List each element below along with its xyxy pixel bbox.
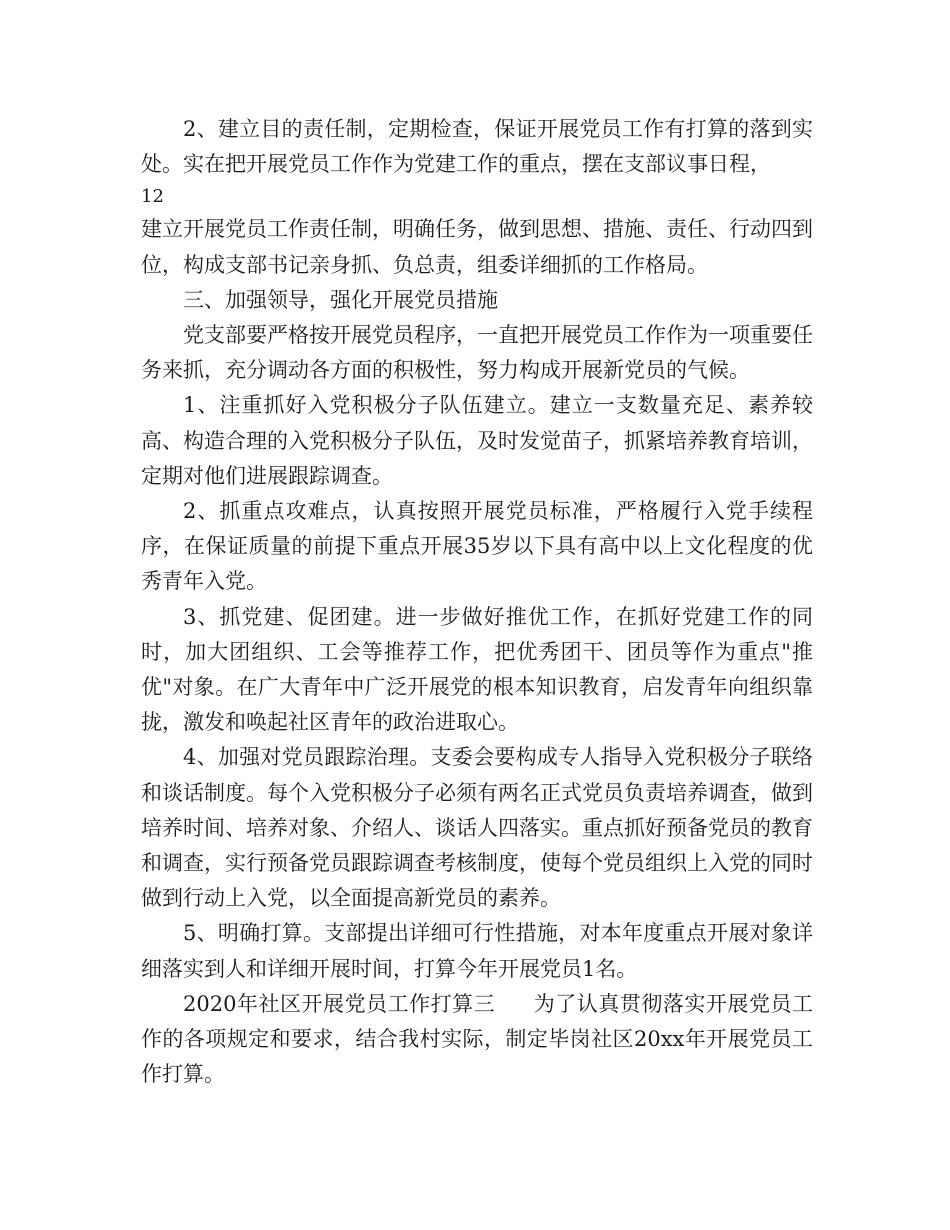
paragraph-responsibility-system: 2、建立目的责任制，定期检查，保证开展党员工作有打算的落到实处。实在把开展党员工作作为党建工作的重点，摆在支部议事日程，: [141, 117, 813, 177]
paragraph-party-youth-league: 3、抓党建、促团建。进一步做好推优工作，在抓好党建工作的同时，加大团组织、工会等推荐工作，把优秀团干、团员等作为重点"推优"对象。在广大青年中广泛开展党的根本知识教育，启发青年向组织靠拢，激发和唤起社区青年的政治进取心。: [141, 604, 813, 735]
paragraph-clear-plan: 5、明确打算。支部提出详细可行性措施，对本年度重点开展对象详细落实到人和详细开展时间，打算今年开展党员1名。: [141, 921, 813, 981]
paragraph-plan-three: [141, 987, 813, 1093]
paragraph-branch-procedure: 党支部要严格按开展党员程序，一直把开展党员工作作为一项重要任务来抓，充分调动各方面的积极性，努力构成开展新党员的气候。: [141, 323, 813, 383]
paragraph-activist-team: 1、注重抓好入党积极分子队伍建立。建立一支数量充足、素养较高、构造合理的入党积极分子队伍，及时发觉苗子，抓紧培养教育培训，定期对他们进展跟踪调查。: [141, 393, 813, 488]
section-heading-strengthen-leadership: 三、加强领导，强化开展党员措施: [183, 287, 498, 312]
paragraph-tracking-management: 4、加强对党员跟踪治理。支委会要构成专人指导入党积极分子联络和谈话制度。每个入党积极分子必须有两名正式党员负责培养调查，做到培养时间、培养对象、介绍人、谈话人四落实。重点抓好预备党员的教育和调查，实行预备党员跟踪调查考核制度，使每个党员组织上入党的同时做到行动上入党，以全面提高新党员的素养。: [141, 745, 813, 911]
paragraph-responsibility-continued: 建立开展党员工作责任制，明确任务，做到思想、措施、责任、行动四到位，构成支部书记亲身抓、负总责，组委详细抓的工作格局。: [141, 217, 813, 277]
page-number: 12: [141, 186, 164, 208]
plan-three-body: 为了认真贯彻落实开展党员工作的各项规定和要求，结合我村实际，制定毕岗社区20xx年开展党员工作打算。: [141, 991, 813, 1087]
document-body: [141, 112, 813, 1092]
paragraph-key-points: 2、抓重点攻难点，认真按照开展党员标准，严格履行入党手续程序，在保证质量的前提下重点开展35岁以下具有高中以上文化程度的优秀青年入党。: [141, 499, 813, 594]
plan-three-heading: 2020年社区开展党员工作打算三: [183, 991, 496, 1016]
